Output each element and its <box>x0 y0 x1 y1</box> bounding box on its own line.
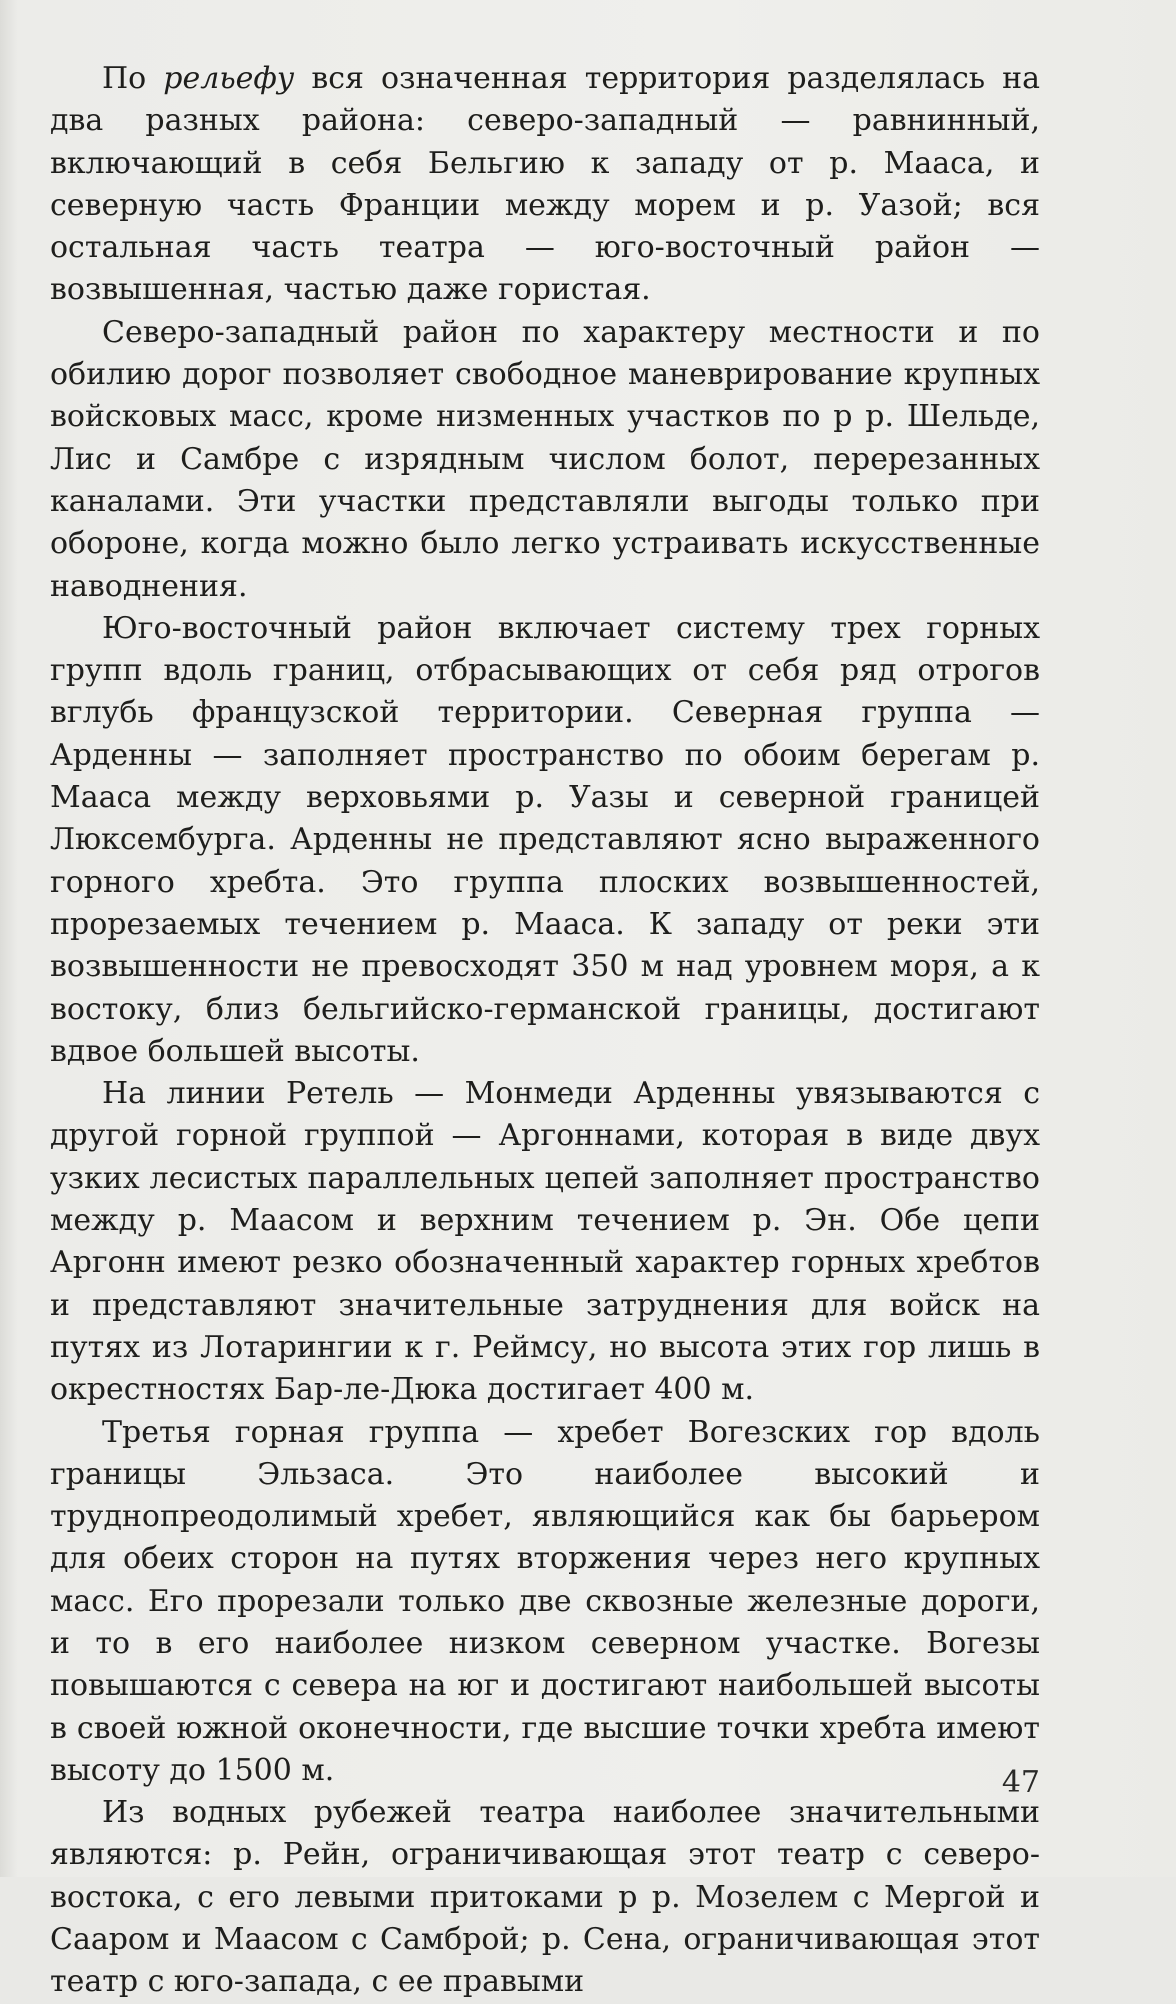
paragraph-southeast: Юго-восточный район включает систему трех горных групп вдоль границ, отбрасывающих от себя ряд отрогов вглубь французской территории. Северная группа — Арденны — заполняет пространство по обоим берегам р. Мааса между верховьями р. Уазы и северной границей Люксембурга. Арденны не представляют ясно выраженного горного хребта. Это группа плоских возвышенностей, прорезаемых течением р. Мааса. К западу от реки эти возвышенности не превосходят 350 м над уровнем моря, а к востоку, близ бельгийско-германской границы, достигают вдвое большей высоты. <box>50 610 1040 1069</box>
paragraph-relief <box>50 58 1040 312</box>
body-text <box>50 58 1040 2004</box>
paragraph-argonne: На линии Ретель — Монмеди Арденны увязываются с другой горной группой — Аргоннами, которая в виде двух узких лесистых параллельных цепей заполняет пространство между р. Маасом и верхним течением р. Эн. Обе цепи Аргонн имеют резко обозначенный характер горных хребтов и представляют значительные затруднения для войск на путях из Лотарингии к г. Реймсу, но высота этих гор лишь в окрестностях Бар-ле-Дюка достигает 400 м. <box>50 1076 1040 1408</box>
paragraph-northwest: Северо-западный район по характеру местности и по обилию дорог позволяет свободное маневрирование крупных войсковых масс, кроме низменных участков по р р. Шельде, Лис и Самбре с изрядным числом болот, перерезанных каналами. Эти участки представляли выгоды только при обороне, когда можно было легко устраивать искусственные наводнения. <box>50 314 1040 604</box>
paragraph-relief-post: вся означенная территория разделялась на два разных района: северо-западный — равнинный, включающий в себя Бельгию к западу от р. Мааса, и северную часть Франции между морем и р. Уазой; вся остальная часть театра — юго-восточный район — возвышенная, частью даже гористая. <box>50 61 1041 308</box>
paragraph-relief-emphasis: рельефу <box>163 61 295 96</box>
paragraph-relief-pre: По <box>102 61 164 96</box>
page-number: 47 <box>1001 1765 1040 1800</box>
paragraph-rivers: Из водных рубежей театра наиболее значительными являются: р. Рейн, ограничивающая этот театр с северо-востока, с его левыми притоками р р. Мозелем с Мергой и Сааром и Маасом с Самброй; р. Сена, ограничивающая этот театр с юго-запада, с ее правыми <box>50 1795 1040 2000</box>
paragraph-vosges: Третья горная группа — хребет Вогезских гор вдоль границы Эльзаса. Это наиболее высокий и труднопреодолимый хребет, являющийся как бы барьером для обеих сторон на путях вторжения через него крупных масс. Его прорезали только две сквозные железные дороги, и то в его наиболее низком северном участке. Вогезы повышаются с севера на юг и достигают наибольшей высоты в своей южной оконечности, где высшие точки хребта имеют высоту до 1500 м. <box>50 1414 1040 1788</box>
